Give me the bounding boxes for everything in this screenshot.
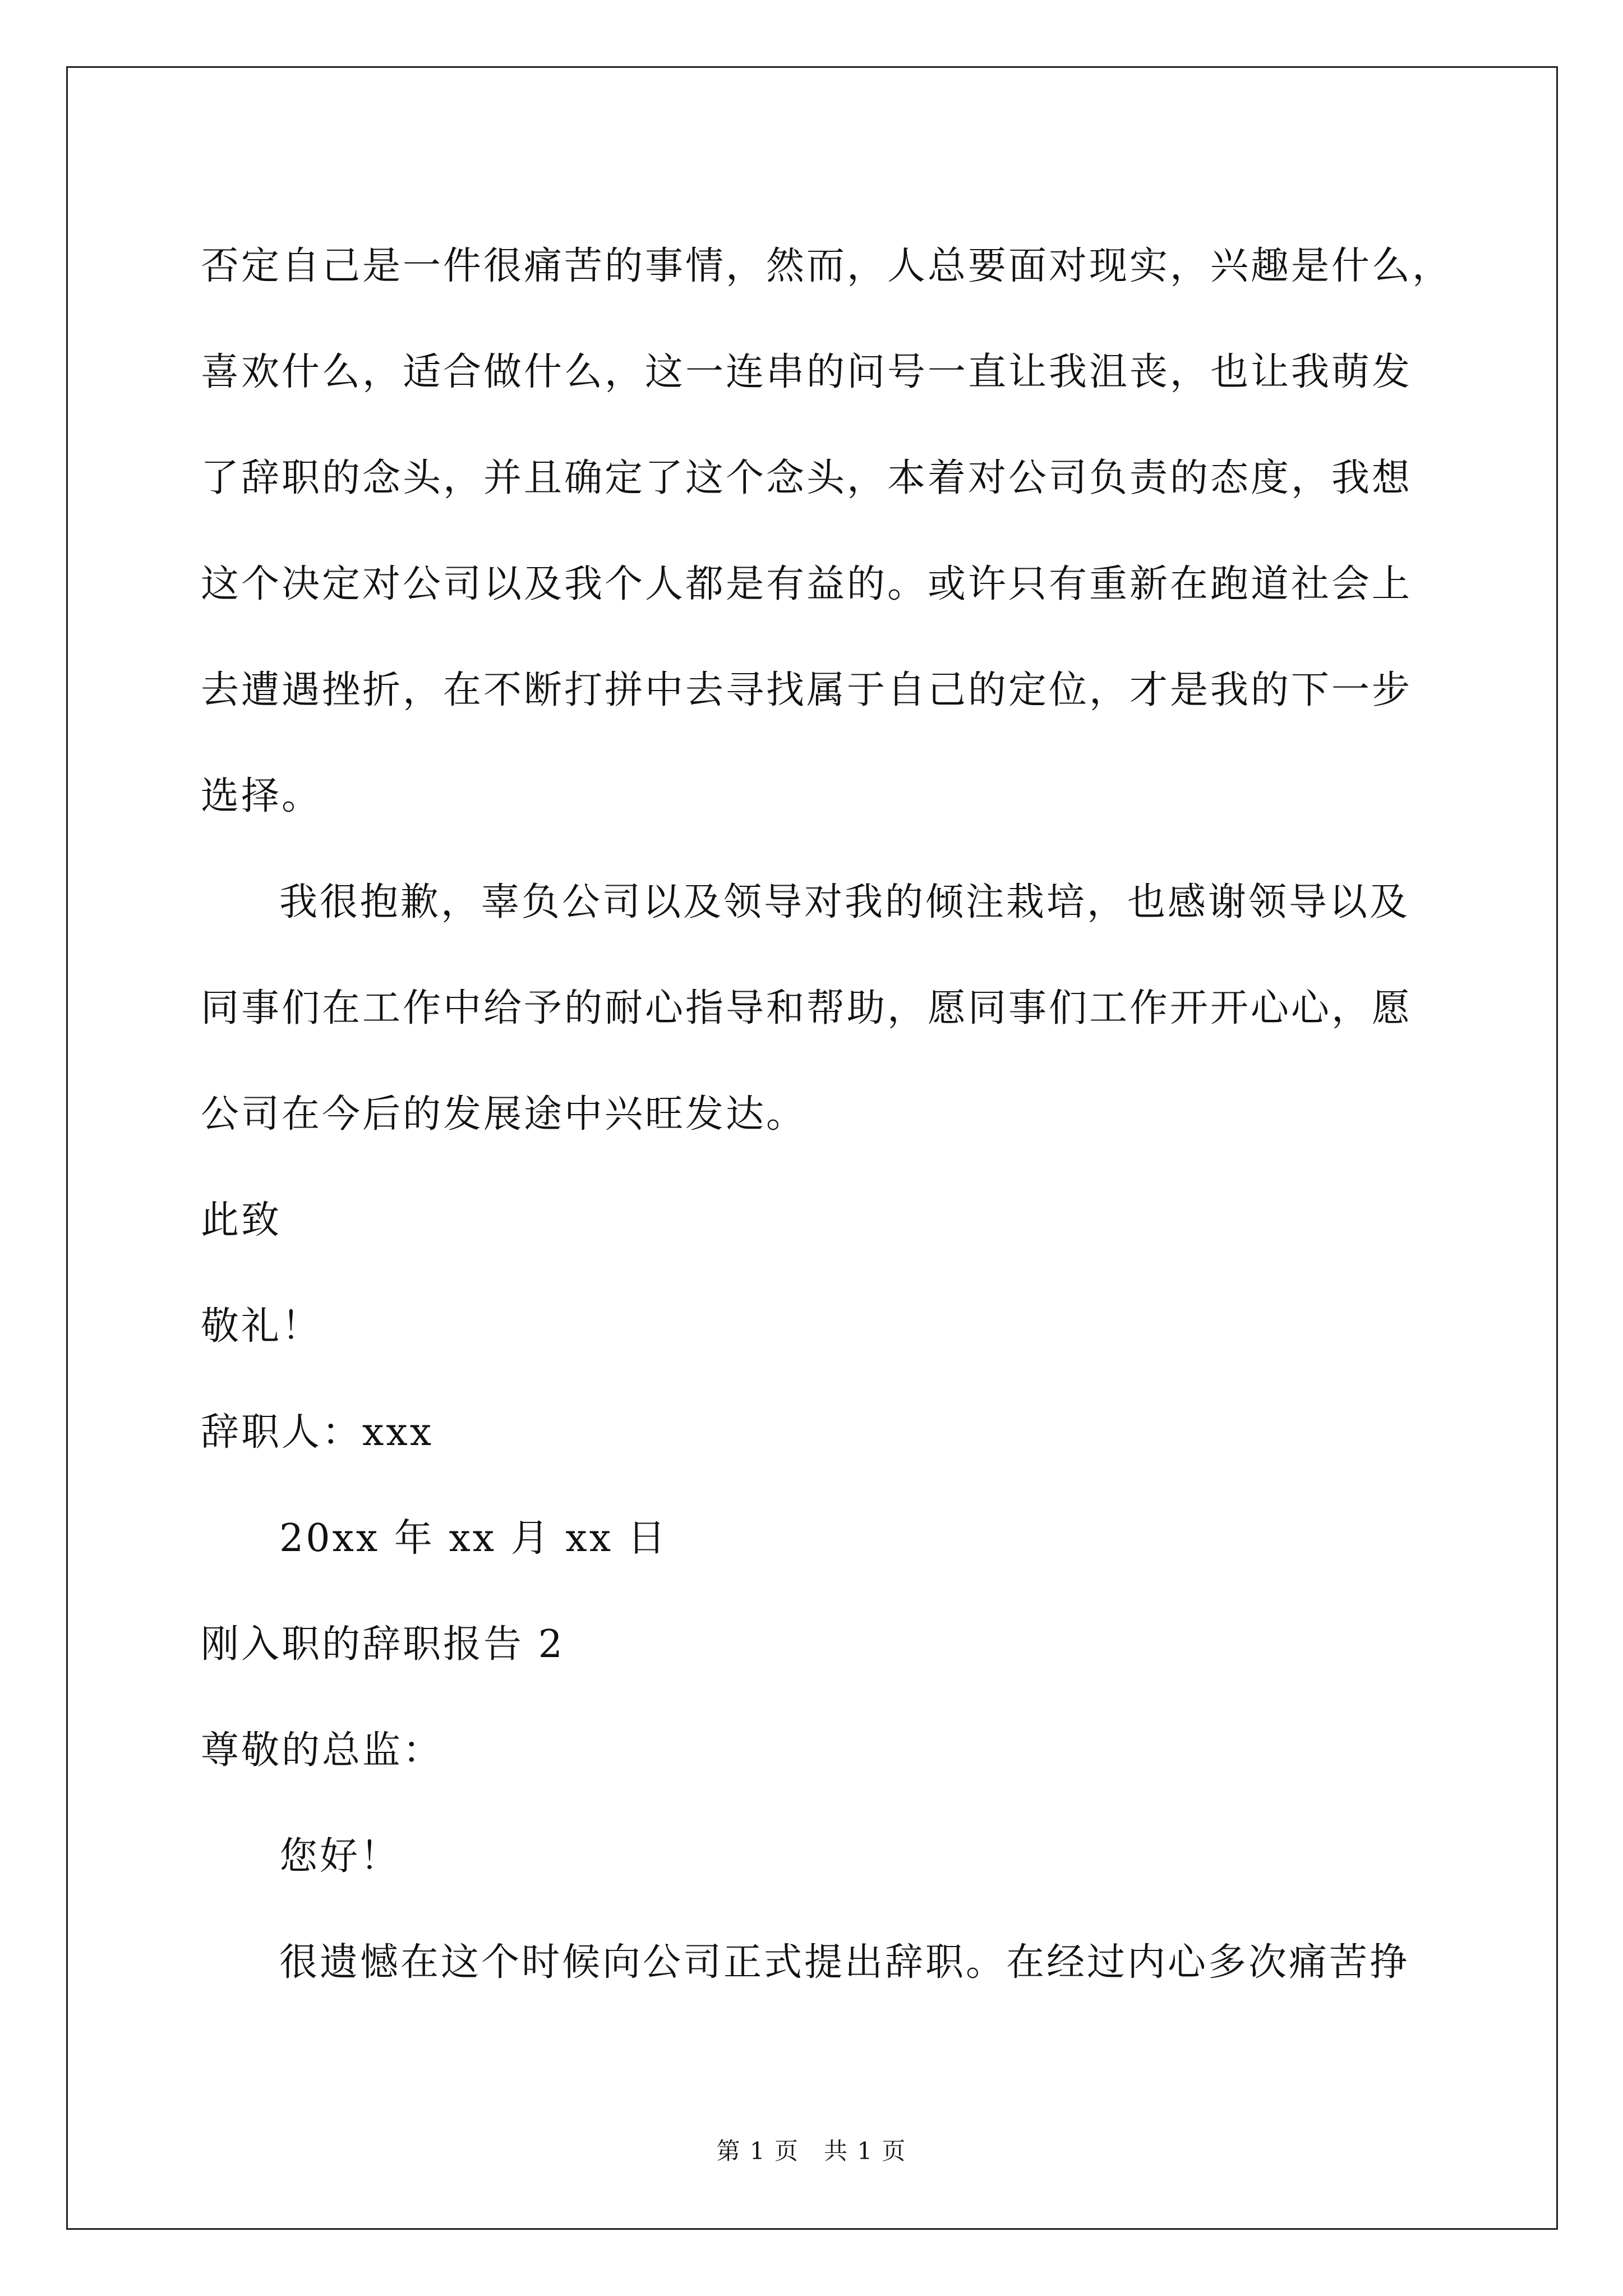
paragraph-line: 否定自己是一件很痛苦的事情，然而，人总要面对现实，兴趣是什么，: [201, 244, 1453, 288]
paragraph-line: 我很抱歉，辜负公司以及领导对我的倾注栽培，也感谢领导以及: [279, 880, 1410, 924]
salutation-line: 敬礼！: [201, 1304, 322, 1349]
greeting-line: 尊敬的总监：: [201, 1728, 444, 1773]
paragraph-line: 同事们在工作中给予的耐心指导和帮助，愿同事们工作开开心心，愿: [201, 986, 1413, 1030]
paragraph-line: 了辞职的念头，并且确定了这个念头，本着对公司负责的态度，我想: [201, 456, 1413, 500]
section-heading: 刚入职的辞职报告 2: [201, 1622, 565, 1667]
paragraph-line: 喜欢什么，适合做什么，这一连串的问号一直让我沮丧，也让我萌发: [201, 350, 1413, 394]
closing-line: 此致: [201, 1198, 282, 1243]
paragraph-line: 这个决定对公司以及我个人都是有益的。或许只有重新在跑道社会上: [201, 562, 1413, 606]
page-footer: 第 1 页 共 1 页: [716, 2137, 907, 2165]
paragraph-line: 选择。: [201, 774, 322, 818]
greeting-line: 您好！: [279, 1834, 401, 1879]
document-body: [201, 213, 1453, 2016]
paragraph-line: 去遭遇挫折，在不断打拼中去寻找属于自己的定位，才是我的下一步: [201, 668, 1413, 712]
date-line: 20xx 年 xx 月 xx 日: [279, 1516, 668, 1561]
paragraph-line: 公司在今后的发展途中兴旺发达。: [201, 1092, 807, 1137]
signature-line: 辞职人：xxx: [201, 1410, 434, 1455]
paragraph-line: 很遗憾在这个时候向公司正式提出辞职。在经过内心多次痛苦挣: [279, 1940, 1410, 1985]
